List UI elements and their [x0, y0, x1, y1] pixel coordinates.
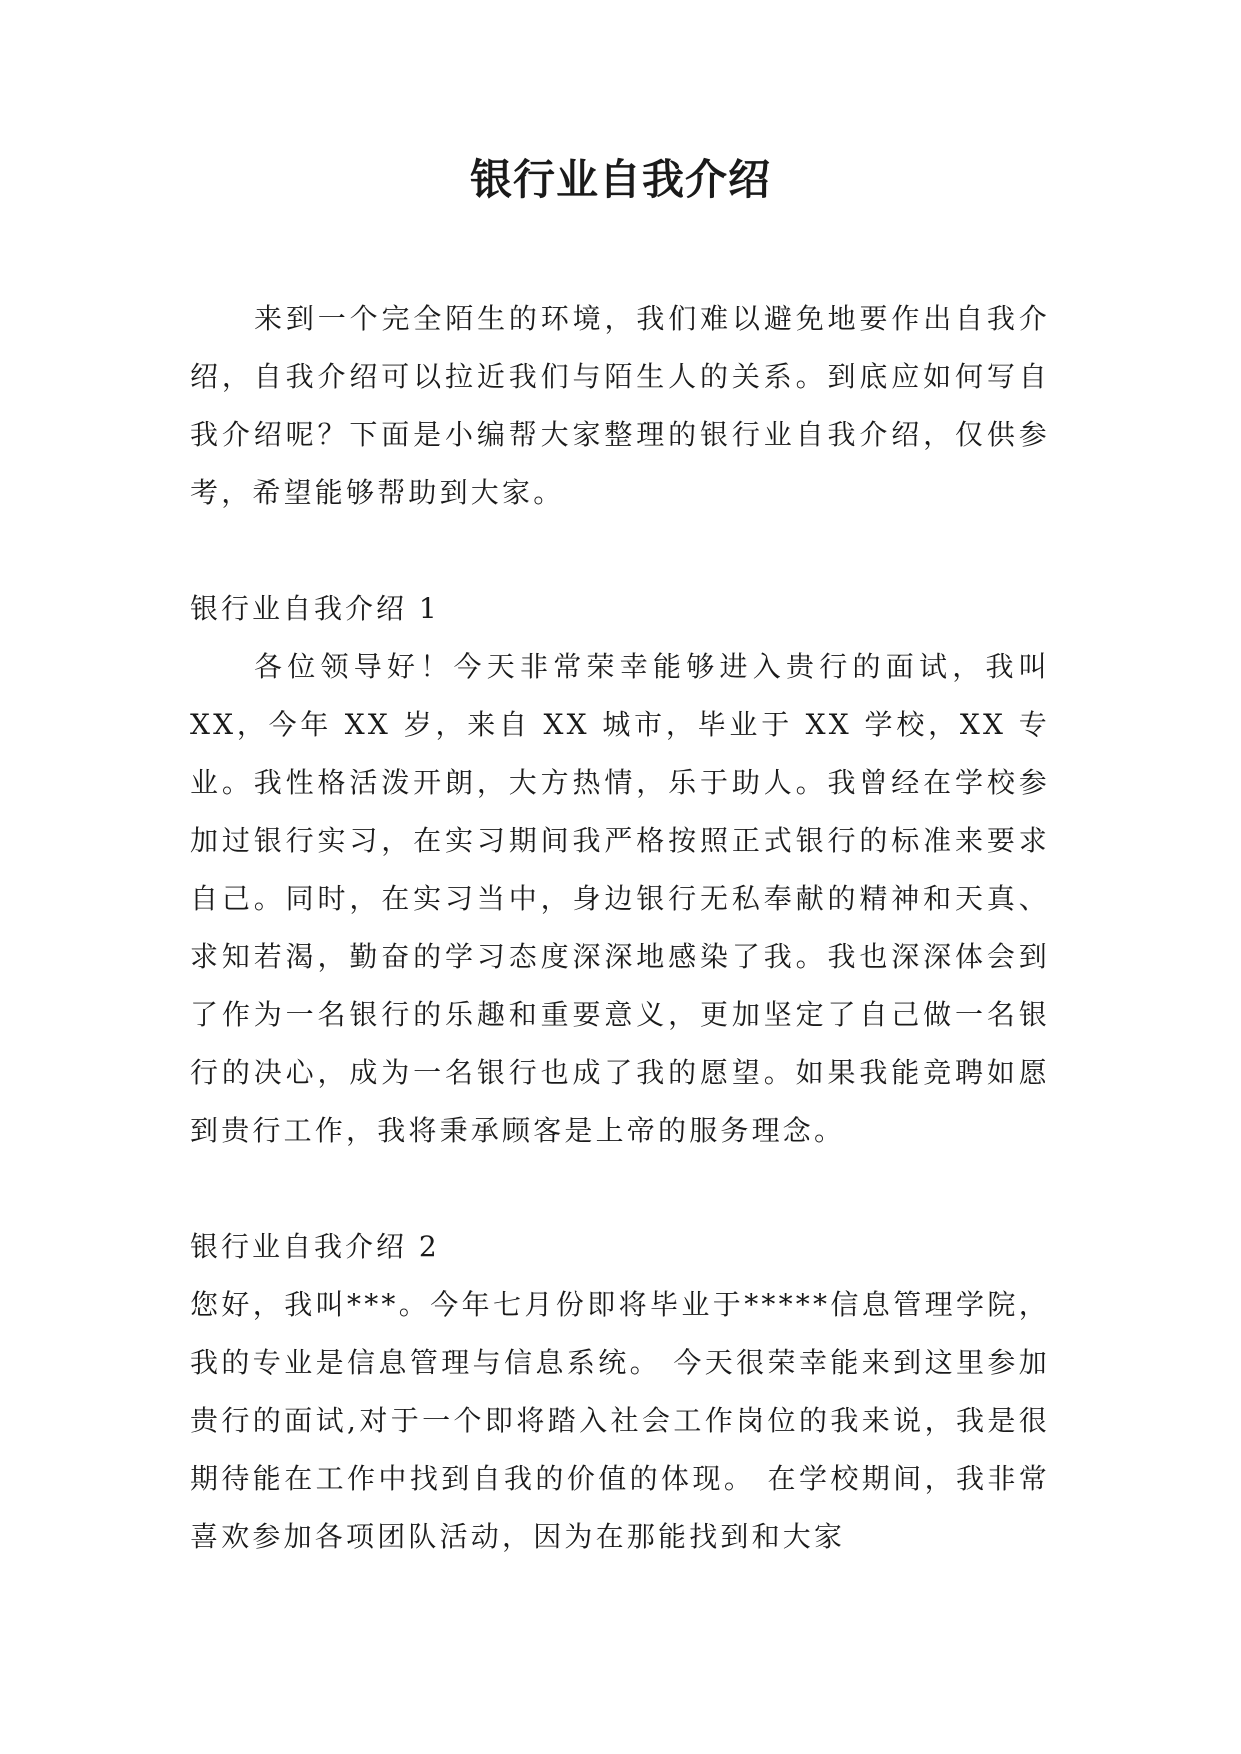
intro-paragraph: 来到一个完全陌生的环境，我们难以避免地要作出自我介绍，自我介绍可以拉近我们与陌生人的关系。到底应如何写自我介绍呢？下面是小编帮大家整理的银行业自我介绍，仅供参考，希望能够帮助到大家。: [190, 302, 1050, 509]
document-title: 银行业自我介绍: [469, 155, 771, 204]
document-body: [190, 290, 1050, 1566]
section-body-2: 您好，我叫***。今年七月份即将毕业于*****信息管理学院，我的专业是信息管理与信息系统。 今天很荣幸能来到这里参加贵行的面试,对于一个即将踏入社会工作岗位的我来说，我是很期待能在工作中找到自我的价值的体现。 在学校期间，我非常喜欢参加各项团队活动，因为在那能找到和大家: [190, 1288, 1050, 1553]
section-heading-2: 银行业自我介绍 2: [190, 1230, 440, 1263]
section-spacer: [190, 1160, 1050, 1218]
section-body-1: 各位领导好！今天非常荣幸能够进入贵行的面试，我叫 XX，今年 XX 岁，来自 XX 城市，毕业于 XX 学校，XX 专业。我性格活泼开朗，大方热情，乐于助人。我曾经在学校参加过银行实习，在实习期间我严格按照正式银行的标准来要求自己。同时，在实习当中，身边银行无私奉献的精神和天真、求知若渴，勤奋的学习态度深深地感染了我。我也深深体会到了作为一名银行的乐趣和重要意义，更加坚定了自己做一名银行的决心，成为一名银行也成了我的愿望。如果我能竞聘如愿到贵行工作，我将秉承顾客是上帝的服务理念。: [190, 650, 1050, 1147]
section-heading-1: 银行业自我介绍 1: [190, 592, 440, 625]
section-spacer: [190, 522, 1050, 580]
